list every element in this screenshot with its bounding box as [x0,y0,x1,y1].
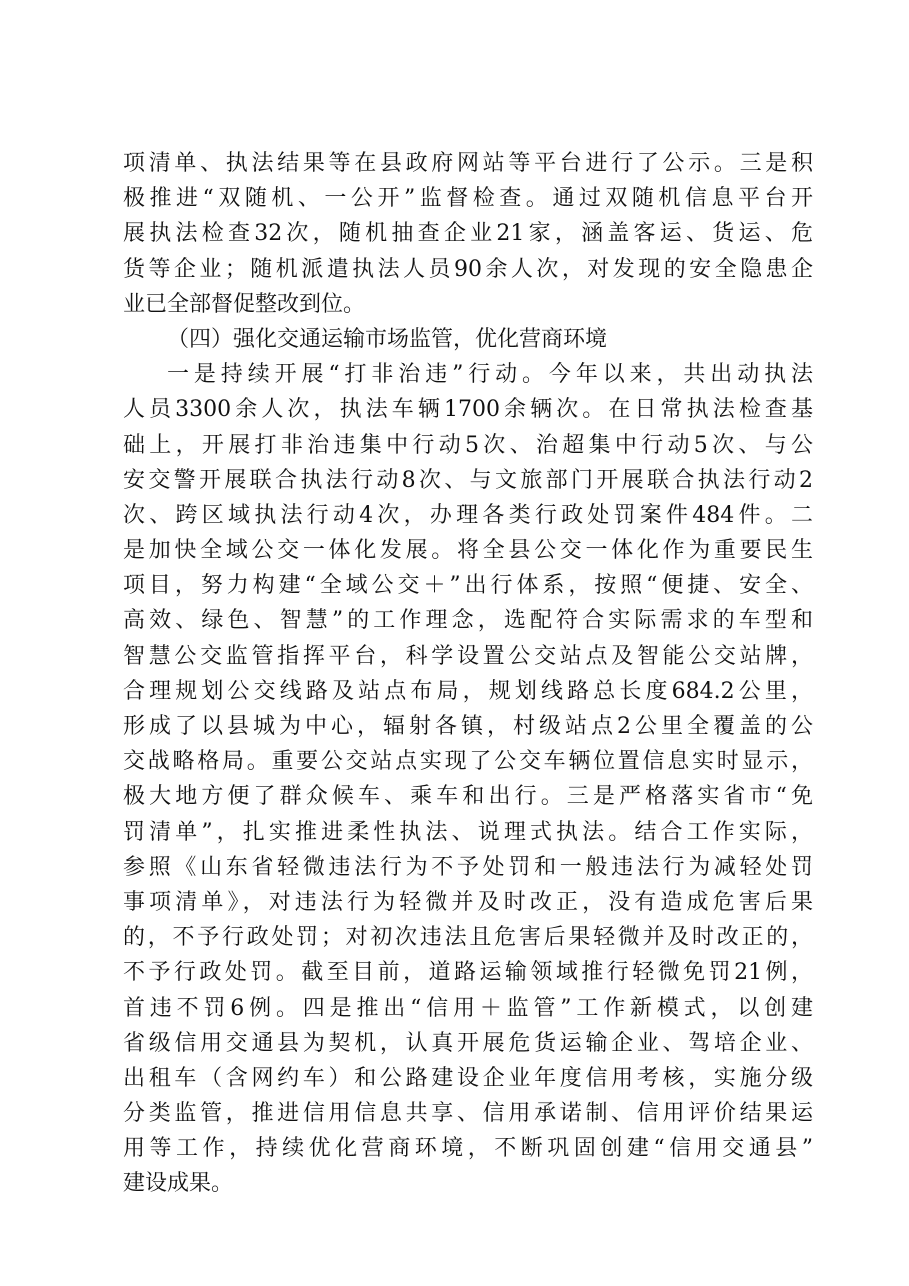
paragraph-line: 合理规划公交线路及站点布局，规划线路总长度684.2公里， [123,678,813,704]
paragraph-line: 础上，开展打非治违集中行动5次、治超集中行动5次、与公 [123,432,813,458]
paragraph-line: 安交警开展联合执法行动8次、与文旅部门开展联合执法行动2 [123,467,813,493]
paragraph-line: 分类监管，推进信用信息共享、信用承诺制、信用评价结果运 [123,1101,813,1127]
paragraph-line: 建设成果。 [123,1171,234,1197]
paragraph-line: 省级信用交通县为契机，认真开展危货运输企业、驾培企业、 [123,1030,813,1056]
paragraph-line: 参照《山东省轻微违法行为不予处罚和一般违法行为减轻处罚 [123,854,813,880]
paragraph-line: 项目，努力构建“全域公交＋”出行体系，按照“便捷、安全、 [123,573,813,599]
paragraph-line: 极推进“双随机、一公开”监督检查。通过双随机信息平台开 [123,186,813,212]
paragraph-line: 一是持续开展“打非治违”行动。今年以来，共出动执法 [167,362,813,388]
paragraph-line: 的，不予行政处罚；对初次违法且危害后果轻微并及时改正的， [123,925,813,951]
paragraph-line: 人员3300余人次，执法车辆1700余辆次。在日常执法检查基 [123,397,813,423]
section-heading: （四）强化交通运输市场监管，优化营商环境 [167,326,608,352]
paragraph-line: 事项清单》，对违法行为轻微并及时改正，没有造成危害后果 [123,889,813,915]
paragraph-line: 展执法检查32次，随机抽查企业21家，涵盖客运、货运、危 [123,221,813,247]
paragraph-line: 是加快全域公交一体化发展。将全县公交一体化作为重要民生 [123,538,813,564]
paragraph-line: 货等企业；随机派遣执法人员90余人次，对发现的安全隐患企 [123,256,813,282]
paragraph-line: 出租车（含网约车）和公路建设企业年度信用考核，实施分级 [123,1065,813,1091]
paragraph-line: 智慧公交监管指挥平台，科学设置公交站点及智能公交站牌， [123,643,813,669]
paragraph-line: 交战略格局。重要公交站点实现了公交车辆位置信息实时显示， [123,749,813,775]
paragraph-line: 不予行政处罚。截至目前，道路运输领域推行轻微免罚21例， [123,960,813,986]
paragraph-line: 罚清单”，扎实推进柔性执法、说理式执法。结合工作实际， [123,819,813,845]
paragraph-line: 形成了以县城为中心，辐射各镇，村级站点2公里全覆盖的公 [123,714,813,739]
document-body [123,146,813,1202]
paragraph-line: 高效、绿色、智慧”的工作理念，选配符合实际需求的车型和 [123,608,813,634]
paragraph-line: 首违不罚6例。四是推出“信用＋监管”工作新模式，以创建 [123,995,813,1021]
paragraph-line: 次、跨区域执法行动4次，办理各类行政处罚案件484件。二 [123,502,813,528]
paragraph-line: 极大地方便了群众候车、乘车和出行。三是严格落实省市“免 [123,784,813,810]
paragraph-line: 业已全部督促整改到位。 [123,291,366,317]
paragraph-line: 项清单、执法结果等在县政府网站等平台进行了公示。三是积 [123,151,813,176]
paragraph-line: 用等工作，持续优化营商环境，不断巩固创建“信用交通县” [123,1136,813,1162]
